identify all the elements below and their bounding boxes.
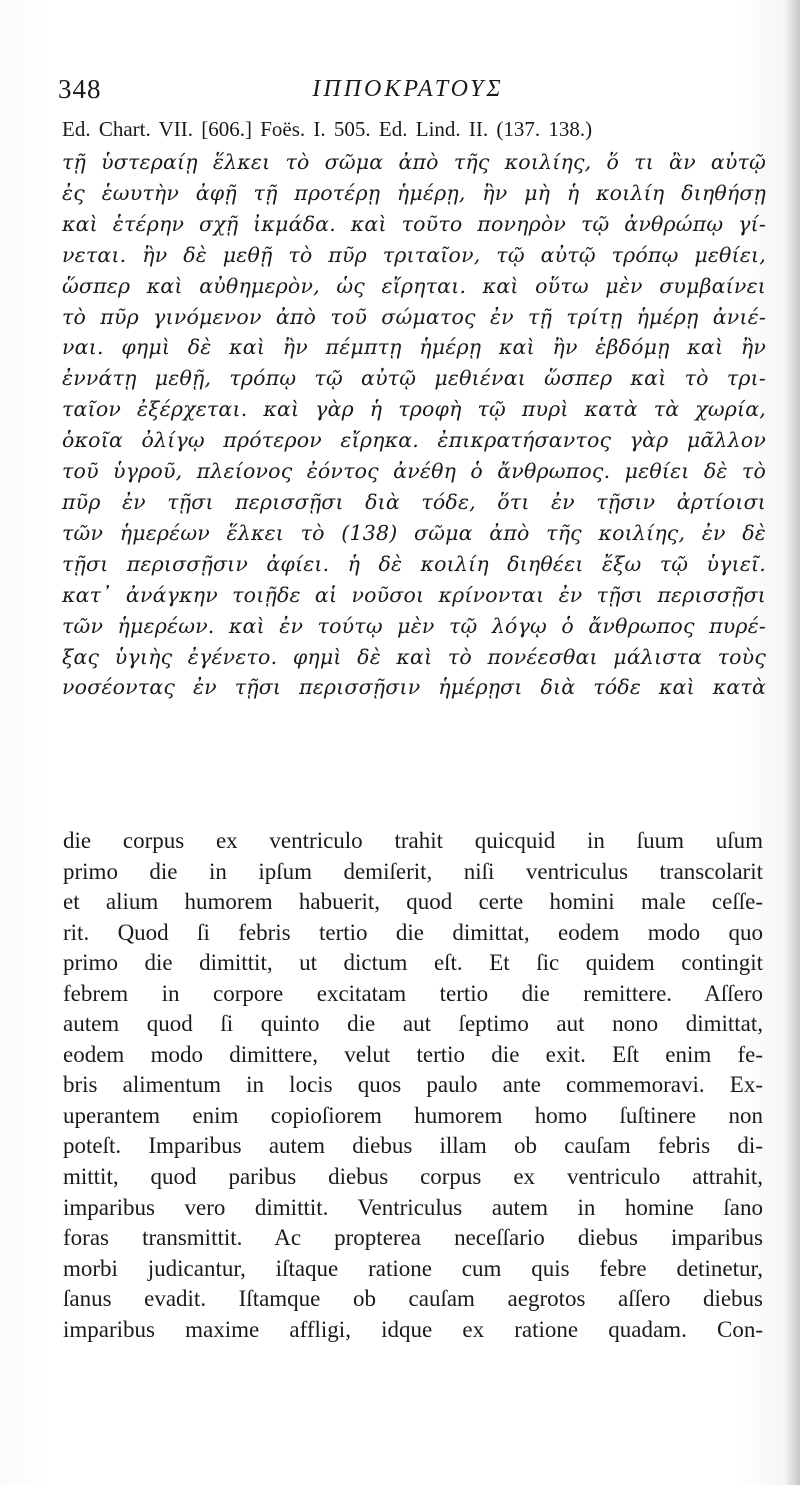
page-number: 348 [58, 74, 102, 104]
latin-line: imparibus vero dimittit. Ventriculus autem in homine ſano [63, 1194, 763, 1220]
greek-line: ὥσπερ καὶ αὐθημερὸν, ὡς εἴρηται. καὶ οὕτω μὲν συμβαίνει [62, 273, 767, 298]
greek-line: τῶν ἡμερέων. καὶ ἐν τούτῳ μὲν τῷ λόγῳ ὁ ἄνθρωπος πυρέ- [62, 613, 766, 638]
greek-text-block [62, 147, 766, 703]
latin-line: primo die dimittit, ut dictum eſt. Et ſic quidem contingit [63, 950, 763, 976]
greek-line: ξας ὑγιὴς ἐγένετο. φημὶ δὲ καὶ τὸ πονέεσθαι μάλιστα τοὺς [62, 644, 767, 669]
running-title: ΙΠΠΟΚΡΑΤΟΥΣ [312, 76, 504, 102]
page-header [58, 74, 758, 110]
latin-line: uperantem enim copioſiorem humorem homo ſuſtinere non [63, 1102, 763, 1128]
greek-line: τῶν ἡμερέων ἕλκει τὸ (138) σῶμα ἀπὸ τῆς κοιλίης, ἐν δὲ [62, 520, 766, 545]
greek-line: νοσέοντας ἐν τῇσι περισσῇσιν ἡμέρῃσι διὰ τόδε καὶ κατὰ [62, 675, 766, 700]
greek-line: τῇ ὑστεραίῃ ἕλκει τὸ σῶμα ἀπὸ τῆς κοιλίης, ὅ τι ἂν αὐτῷ [62, 150, 767, 174]
latin-line: autem quod ſi quinto die aut ſeptimo aut nono dimittat, [63, 1011, 764, 1037]
latin-line: imparibus maxime affligi, idque ex ratione quadam. Con- [63, 1316, 763, 1342]
latin-line: et alium humorem habuerit, quod certe homini male ceſſe- [63, 889, 763, 915]
edition-reference: Ed. Chart. VII. [606.] Foës. I. 505. Ed. Lind. II. (137. 138.) [62, 117, 593, 141]
greek-line: τῇσι περισσῇσιν ἀφίει. ἡ δὲ κοιλίη διηθέει ἔξω τῷ ὑγιεῖ. [62, 551, 767, 576]
greek-line: ναι. φημὶ δὲ καὶ ἢν πέμπτῃ ἡμέρῃ καὶ ἢν ἑβδόμῃ καὶ ἢν [62, 335, 766, 360]
greek-line: ἐς ἑωυτὴν ἀφῇ τῇ προτέρῃ ἡμέρῃ, ἢν μὴ ἡ κοιλίη διηθήσῃ [62, 180, 767, 205]
greek-line: πῦρ ἐν τῇσι περισσῇσι διὰ τόδε, ὅτι ἐν τῇσιν ἀρτίοισι [62, 489, 766, 514]
greek-line: καὶ ἑτέρην σχῇ ἰκμάδα. καὶ τοῦτο πονηρὸν τῷ ἀνθρώπῳ γί- [62, 211, 766, 236]
greek-line: ἐννάτῃ μεθῇ, τρόπῳ τῷ αὐτῷ μεθιέναι ὥσπερ καὶ τὸ τρι- [62, 366, 766, 391]
latin-line: bris alimentum in locis quos paulo ante commemoravi. Ex- [63, 1072, 763, 1098]
latin-line: mittit, quod paribus diebus corpus ex ventriculo attrahit, [63, 1164, 764, 1190]
latin-line: morbi judicantur, iſtaque ratione cum quis febre detinetur, [63, 1255, 764, 1281]
latin-line: febrem in corpore excitatam tertio die remittere. Aſſero [63, 980, 764, 1006]
latin-line: foras transmittit. Ac propterea neceſſario diebus imparibus [63, 1225, 763, 1251]
greek-line: τοῦ ὑγροῦ, πλείονος ἐόντος ἀνέθη ὁ ἄνθρωπος. μεθίει δὲ τὸ [62, 459, 766, 484]
greek-line: τὸ πῦρ γινόμενον ἀπὸ τοῦ σώματος ἐν τῇ τρίτῃ ἡμέρῃ ἀνιέ- [62, 304, 767, 329]
latin-line: die corpus ex ventriculo trahit quicquid in ſuum uſum [63, 828, 764, 853]
page-edge-shadow [784, 0, 800, 1485]
greek-line: ὁκοῖα ὀλίγῳ πρότερον εἴρηκα. ἐπικρατήσαντος γὰρ μᾶλλον [62, 428, 766, 453]
latin-line: poteſt. Imparibus autem diebus illam ob cauſam febris di- [63, 1133, 763, 1159]
latin-line: rit. Quod ſi febris tertio die dimittat, eodem modo quo [63, 919, 764, 945]
greek-line: ταῖον ἐξέρχεται. καὶ γὰρ ἡ τροφὴ τῷ πυρὶ κατὰ τὰ χωρία, [62, 397, 766, 422]
greek-line: κατ᾽ ἀνάγκην τοιῇδε αἱ νοῦσοι κρίνονται ἐν τῇσι περισσῇσι [62, 582, 767, 607]
latin-text-block [63, 826, 763, 1345]
latin-line: primo die in ipſum demiſerit, niſi ventriculus transcolarit [63, 858, 763, 884]
latin-line: eodem modo dimittere, velut tertio die exit. Eſt enim fe- [63, 1041, 764, 1067]
greek-line: νεται. ἢν δὲ μεθῇ τὸ πῦρ τριταῖον, τῷ αὐτῷ τρόπῳ μεθίει, [62, 242, 766, 267]
latin-line: ſanus evadit. Iſtamque ob cauſam aegrotos aſſero diebus [63, 1286, 763, 1312]
